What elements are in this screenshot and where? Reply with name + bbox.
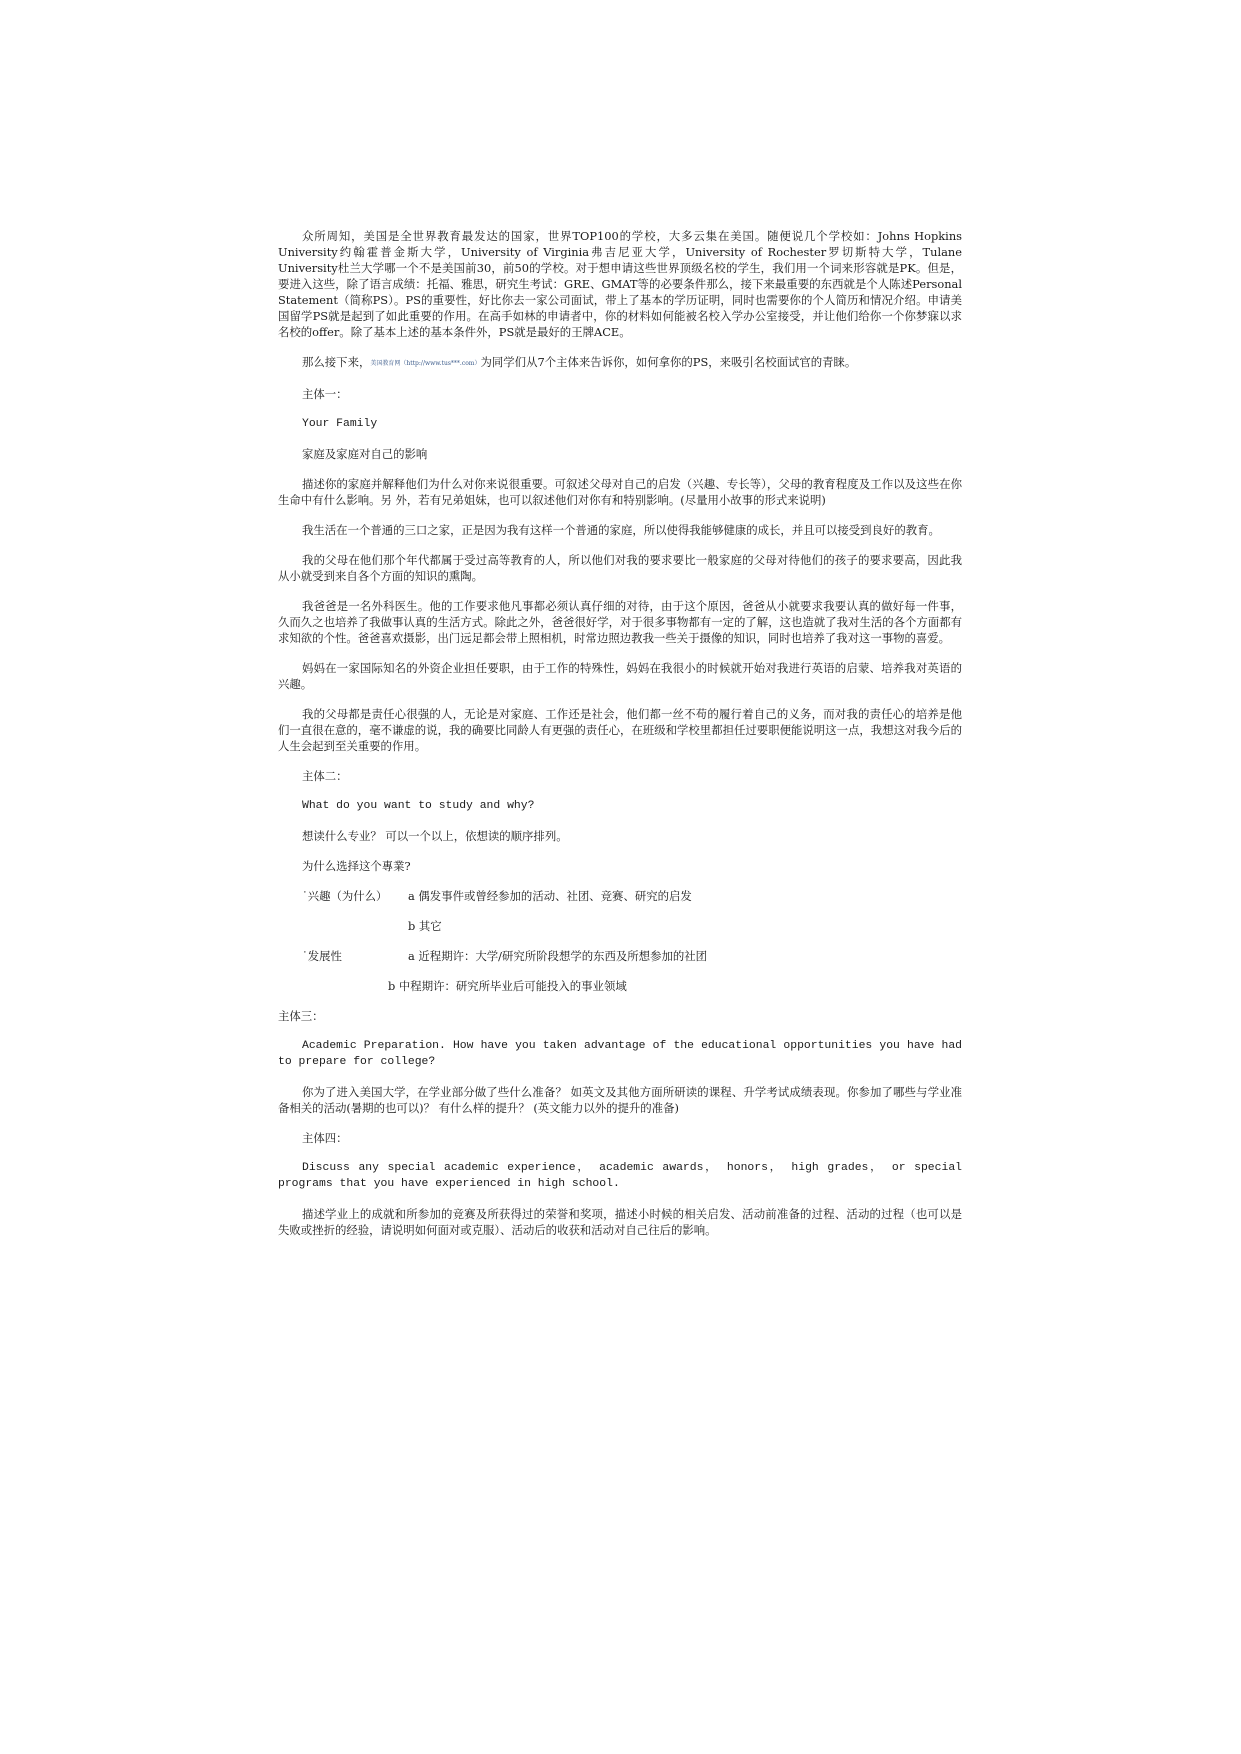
interest-item-b: b 其它 <box>408 919 442 933</box>
source-link[interactable] <box>370 360 480 367</box>
interest-item-a: a 偶发事件或曾经参加的活动、社团、竞赛、研究的启发 <box>408 889 692 903</box>
section1-heading: 主体一： <box>302 387 348 401</box>
intro-paragraph: 众所周知，美国是全世界教育最发达的国家，世界TOP100的学校，大多云集在美国。随便说几个学校如：Johns Hopkins University约翰霍普金斯大学，University of Virginia弗吉尼亚大学，University of Rochester罗切斯特大学，Tulane University杜兰大学哪一个不是美国前30，前50的学校。对于想申请这些世界顶级名校的学生，我们用一个词来形容就是PK。但是，要进入这些，除了语言成绩：托福、雅思，研究生考试：GRE、GMAT等的必要条件那么，接下来最重要的东西就是个人陈述Personal Statement（简称PS）。PS的重要性，好比你去一家公司面试，带上了基本的学历证明，同时也需要你的个人简历和情况介绍。申请美国留学PS就是起到了如此重要的作用。在高手如林的申请者中，你的材料如何能被名校入学办公室接受，并让他们给你一个你梦寐以求名校的offer。除了基本上述的基本条件外，PS就是最好的王牌ACE。 <box>278 229 962 339</box>
section2-heading: 主体二： <box>302 769 348 783</box>
section1-paragraph-5: 我的父母都是责任心很强的人，无论是对家庭、工作还是社会，他们都一丝不苟的履行着自己的义务，而对我的责任心的培养是他们一直很在意的，毫不谦虚的说，我的确要比同龄人有更强的责任心，在班级和学校里都担任过要职便能说明这一点，我想这对我今后的人生会起到至关重要的作用。 <box>278 707 962 753</box>
section1-paragraph-2: 我的父母在他们那个年代都属于受过高等教育的人，所以他们对我的要求要比一般家庭的父母对待他们的孩子的要求要高，因此我从小就受到来自各个方面的知识的熏陶。 <box>278 553 962 583</box>
section1-desc: 描述你的家庭并解释他们为什么对你来说很重要。可叙述父母对自己的启发（兴趣、专长等），父母的教育程度及工作以及这些在你生命中有什么影响。另 外，若有兄弟姐妹，也可以叙述他们对你有和特别影响。(尽量用小故事的形式来说明) <box>278 477 962 507</box>
source-link-url: （http://www.tus***.com） <box>400 360 481 367</box>
section2-line-1: 想读什么专业？ 可以一个以上，依想读的顺序排列。 <box>302 829 568 843</box>
development-item-a: a 近程期许：大学/研究所阶段想学的东西及所想参加的社团 <box>408 949 708 963</box>
document-page <box>278 228 962 1238</box>
section4-title-en: Discuss any special academic experience， academic awards， honors， high grades， or special programs that you have experienced in high school. <box>278 1162 962 1190</box>
section1-paragraph-3: 我爸爸是一名外科医生。他的工作要求他凡事都必须认真仔细的对待，由于这个原因，爸爸从小就要求我要认真的做好每一件事，久而久之也培养了我做事认真的生活方式。除此之外，爸爸很好学，对于很多事物都有一定的了解，这也造就了我对生活的各个方面都有求知欲的个性。爸爸喜欢摄影，出门远足都会带上照相机，时常边照边教我一些关于摄像的知识，同时也培养了我对这一事物的喜爱。 <box>278 599 962 645</box>
source-link-text: 美国教育网 <box>370 360 401 367</box>
section2-line-2: 为什么选择这个專業? <box>302 859 411 873</box>
section1-title-cn: 家庭及家庭对自己的影响 <box>302 447 428 461</box>
interest-bullet <box>278 888 962 904</box>
section4-desc: 描述学业上的成就和所参加的竞赛及所获得过的荣誉和奖项，描述小时候的相关启发、活动前准备的过程、活动的过程（也可以是失败或挫折的经验，请说明如何面对或克服）、活动后的收获和活动对自己往后的影响。 <box>278 1207 962 1237</box>
section2-title-en: What do you want to study and why? <box>302 800 535 812</box>
intro-source-paragraph <box>278 354 962 372</box>
section1-paragraph-1: 我生活在一个普通的三口之家，正是因为我有这样一个普通的家庭，所以使得我能够健康的成长，并且可以接受到良好的教育。 <box>302 523 940 537</box>
development-item-b: b 中程期许：研究所毕业后可能投入的事业领域 <box>388 979 627 993</box>
interest-label: ˙兴趣（为什么） <box>302 889 388 903</box>
section3-heading: 主体三： <box>278 1009 324 1023</box>
section1-paragraph-4: 妈妈在一家国际知名的外资企业担任要职，由于工作的特殊性，妈妈在我很小的时候就开始对我进行英语的启蒙、培养我对英语的兴趣。 <box>278 661 962 691</box>
section3-desc: 你为了进入美国大学，在学业部分做了些什么准备？ 如英文及其他方面所研读的课程、升学考试成绩表现。你参加了哪些与学业准备相关的活动(暑期的也可以)？ 有什么样的提升？ (英文能力以外的提升的准备) <box>278 1085 962 1115</box>
development-label: ˙发展性 <box>302 949 342 963</box>
intro-lead-text: 那么接下来， <box>302 355 371 369</box>
section1-title-en: Your Family <box>302 418 378 430</box>
section3-title-en: Academic Preparation. How have you taken advantage of the educational opportunities you have had to prepare for college? <box>278 1040 962 1068</box>
intro-trail-text: 为同学们从7个主体来告诉你，如何拿你的PS，来吸引名校面试官的青睐。 <box>480 355 857 369</box>
section4-heading: 主体四： <box>302 1131 348 1145</box>
development-bullet <box>278 948 962 964</box>
